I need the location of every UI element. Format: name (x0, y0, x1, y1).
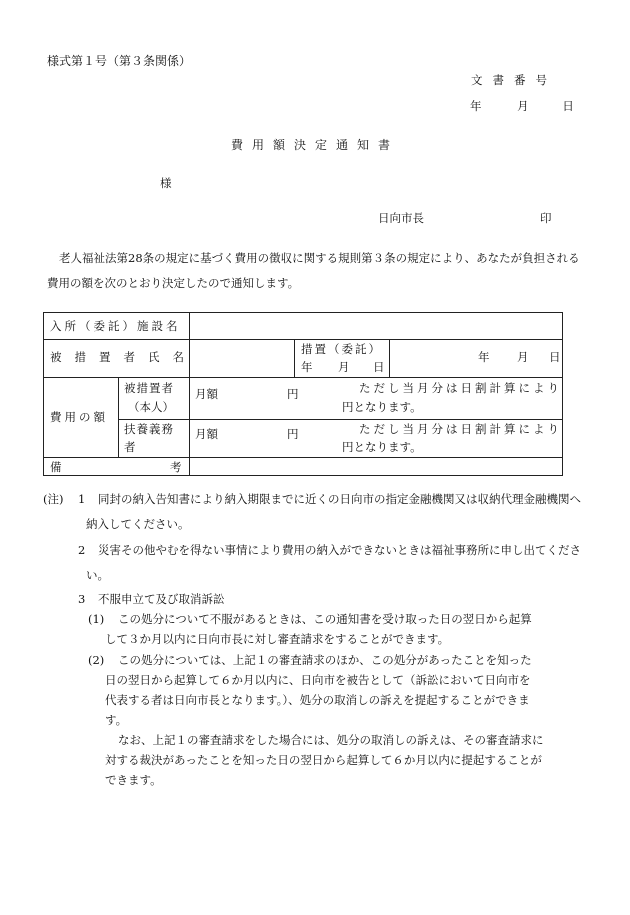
row2-label-2: 者 (124, 440, 136, 454)
sub-2-line-5: なお、上記１の審査請求をした場合には、処分の取消しの訴えは、その審査請求に (118, 733, 544, 747)
note-1-number: 1 (78, 492, 86, 506)
row1-label-1: 被措置者 (124, 381, 174, 395)
notes-marker: (注) (43, 492, 64, 506)
date-month: 月 (517, 99, 529, 113)
measure-value-month: 月 (517, 350, 529, 364)
date-year: 年 (470, 99, 482, 113)
issuer-name: 日向市長 (378, 211, 424, 225)
sub-2-line-4: す。 (105, 713, 128, 727)
row1-label-2: （本人） (128, 400, 174, 414)
measure-date-label: 措置（委託） (301, 342, 382, 356)
row1-proration-2: 円となります。 (342, 400, 422, 414)
person-value[interactable] (191, 340, 293, 376)
note-3-number: 3 (78, 592, 86, 606)
body-text: 老人福祉法第28条の規定に基づく費用の徴収に関する規則第３条の規定により、あなたが負担される費用の額を次のとおり決定したので通知します。 (47, 251, 580, 290)
date-day: 日 (562, 99, 574, 113)
note-1-line-2: 納入してください。 (86, 517, 190, 531)
facility-value[interactable] (191, 313, 561, 339)
document-title: 費用額決定通知書 (230, 138, 399, 152)
cost-table (43, 312, 563, 476)
addressee-suffix: 様 (160, 176, 172, 190)
issue-date-line (466, 98, 574, 114)
measure-label-day: 日 (373, 360, 385, 374)
sub-2-line-6: 対する裁決があったことを知った日の翌日から起算して６か月以内に提起することが (105, 753, 542, 767)
row1-proration-1: ただし当月分は日割計算により (359, 381, 562, 395)
remarks-label-1: 備 (50, 460, 62, 474)
row2-monthly-label: 月額 (195, 427, 218, 441)
measure-label-month: 月 (338, 360, 350, 374)
sub-1-number: (1) (88, 612, 105, 626)
person-label: 被措置者氏名 (50, 350, 197, 364)
sub-1-line-1: この処分について不服があるときは、この通知書を受け取った日の翌日から起算 (118, 612, 532, 626)
sub-2-line-7: できます。 (105, 773, 162, 787)
form-number: 様式第１号（第３条関係） (47, 54, 192, 68)
note-2-line-1: 災害その他やむを得ない事情により費用の納入ができないときは福祉事務所に申し出てくださ (98, 543, 581, 557)
seal-mark: 印 (540, 211, 552, 225)
note-2-number: 2 (78, 543, 86, 557)
measure-label-year: 年 (301, 360, 313, 374)
row2-yen: 円 (287, 427, 299, 441)
sub-2-line-1: この処分については、上記１の審査請求のほか、この処分があったことを知った (118, 653, 532, 667)
sub-2-line-2: 日の翌日から起算して６か月以内に、日向市を被告として（訴訟において日向市を (105, 673, 531, 687)
measure-date-label-ymd (301, 358, 385, 376)
measure-value-day: 日 (549, 350, 561, 364)
sub-1-line-2: して３か月以内に日向市長に対し審査請求をすることができます。 (105, 632, 450, 646)
document-number-label: 文書番号 (471, 73, 557, 87)
sub-2-number: (2) (88, 653, 105, 667)
measure-value-year: 年 (478, 350, 490, 364)
sub-2-line-3: 代表する者は日向市長となります。）、処分の取消しの訴えを提起することができま (105, 693, 530, 707)
remarks-label-2: 考 (170, 460, 182, 474)
remarks-value[interactable] (191, 458, 561, 475)
cost-label: 費用の額 (50, 410, 108, 424)
row1-yen: 円 (287, 387, 299, 401)
facility-label: 入所（委託）施設名 (50, 319, 181, 333)
row2-proration-2: 円となります。 (342, 440, 422, 454)
note-2-line-2: い。 (86, 568, 109, 582)
note-3-line-1: 不服申立て及び取消訴訟 (98, 592, 225, 606)
row1-monthly-label: 月額 (195, 387, 218, 401)
note-1-line-1: 同封の納入告知書により納入期限までに近くの日向市の指定金融機関又は収納代理金融機関へ (98, 492, 581, 506)
row2-label-1: 扶養義務 (124, 422, 174, 436)
row2-proration-1: ただし当月分は日割計算により (359, 422, 562, 436)
